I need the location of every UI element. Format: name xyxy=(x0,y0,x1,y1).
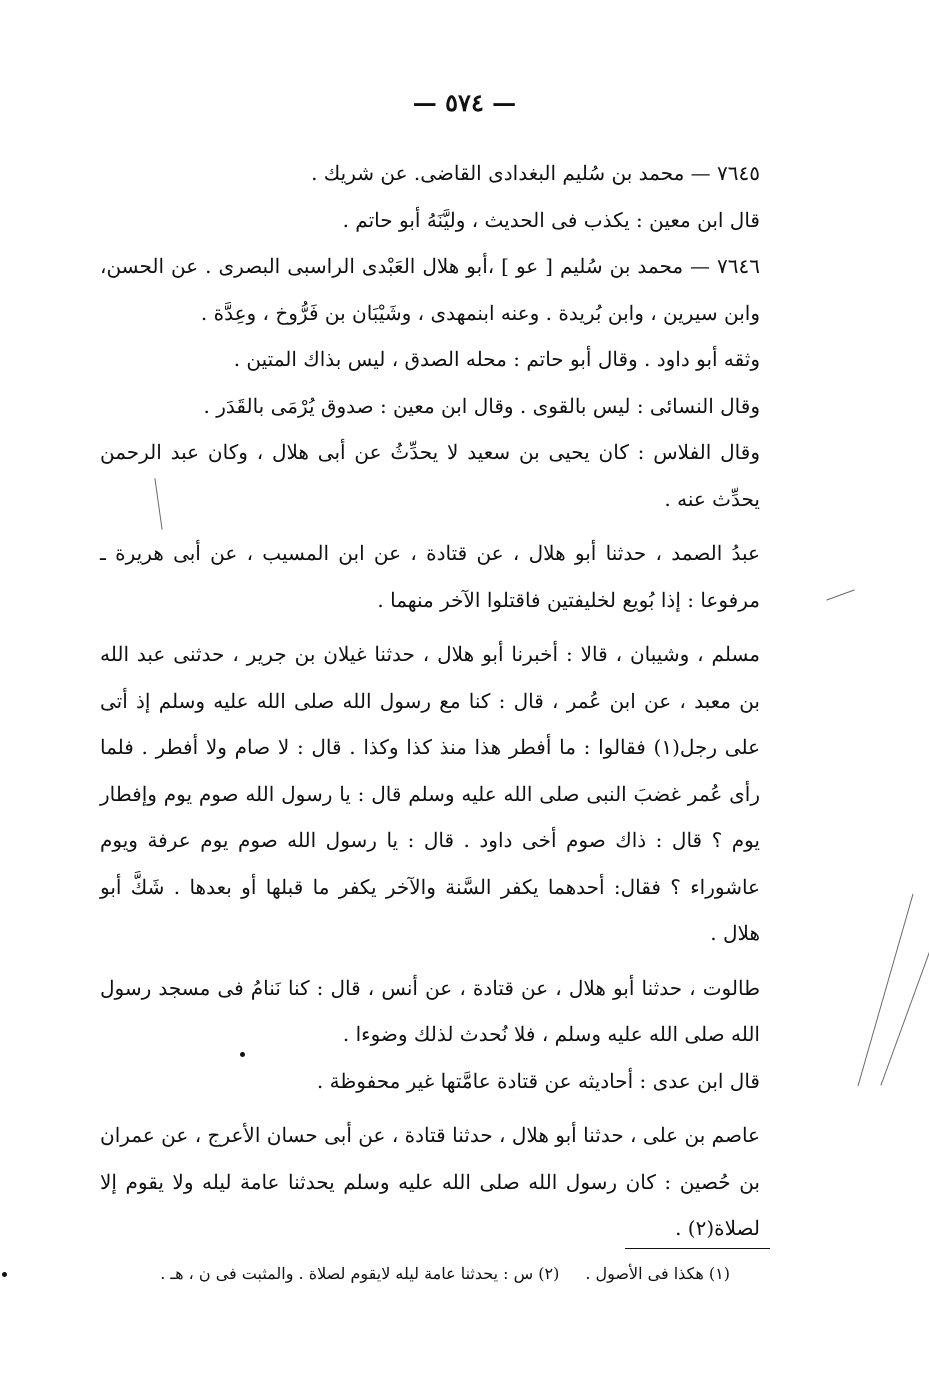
text-paragraph: عاصم بن على ، حدثنا أبو هلال ، حدثنا قتادة ، عن أبى حسان الأعرج ، عن عمران بن حُصين : كان رسول الله صلى الله عليه وسلم يحدثنا عامة ليله ولا يقوم إلا لصلاة(٢) . xyxy=(100,1123,760,1240)
ink-speck xyxy=(240,1052,245,1057)
page-number: — ٥٧٤ — xyxy=(412,88,517,117)
text-paragraph: مسلم ، وشيبان ، قالا : أخبرنا أبو هلال ، حدثنا غيلان بن جرير ، حدثنى عبد الله بن معبد ، عن ابن عُمر ، قال : كنا مع رسول الله صلى الله عليه وسلم إذ أتى على رجل(١) فقالوا : ما أفطر هذا منذ كذا وكذا . قال : لا صام ولا أفطر . فلما رأى عُمر غضبَ النبى صلى الله عليه وسلم قال : يا رسول الله صوم يوم وإفطار يوم ؟ قال : ذاك صوم أخى داود . قال : يا رسول الله صوم يوم عرفة ويوم عاشوراء ؟ فقال: أحدهما يكفر السَّنة والآخر يكفر ما قبلها أو بعدها . شَكَّ أبو هلال . xyxy=(100,642,760,945)
footnote: (٢) س : يحدثنا عامة ليله لايقوم لصلاة . والمثبت فى ن ، هـ . xyxy=(160,1264,560,1283)
text-paragraph: وثقه أبو داود . وقال أبو حاتم : محله الصدق ، ليس بذاك المتين . xyxy=(233,347,760,371)
footnotes xyxy=(110,1260,730,1288)
footnote-divider xyxy=(625,1248,770,1249)
text-paragraph: طالوت ، حدثنا أبو هلال ، عن قتادة ، عن أنس ، قال : كنا نَنامُ فى مسجد رسول الله صلى الله عليه وسلم ، فلا نُحدث لذلك وضوءا . xyxy=(100,975,760,1046)
pencil-mark xyxy=(880,944,929,1085)
text-paragraph: عبدُ الصمد ، حدثنا أبو هلال ، عن قتادة ، عن ابن المسيب ، عن أبى هريرة ـ مرفوعا : إذا بُويع لخليفتين فاقتلوا الآخر منهما . xyxy=(100,541,760,612)
text-paragraph: قال ابن عدى : أحاديثه عن قتادة عامَّتها غير محفوظة . xyxy=(316,1068,760,1093)
ink-speck xyxy=(2,1272,7,1277)
text-paragraph: قال ابن معين : يكذب فى الحديث ، وليَّنَهُ أبو حاتم . xyxy=(342,207,760,232)
pencil-mark xyxy=(857,894,913,1087)
footnote: (١) هكذا فى الأصول . xyxy=(585,1264,730,1283)
text-paragraph: وقال الفلاس : كان يحيى بن سعيد لا يحدِّثُ عن أبى هلال ، وكان عبد الرحمن يحدِّث عنه . xyxy=(100,440,760,511)
pencil-mark xyxy=(826,589,855,600)
text-paragraph: وقال النسائى : ليس بالقوى . وقال ابن معين : صدوق يُرْمَى بالقَدَر . xyxy=(203,393,760,418)
text-paragraph: ٧٦٤٥ — محمد بن سُليم البغدادى القاضى. عن شريك . xyxy=(311,161,760,185)
main-text xyxy=(100,150,830,1252)
text-paragraph: ٧٦٤٦ — محمد بن سُليم [ عو ] ،أبو هلال العَبْدى الراسبى البصرى . عن الحسن، وابن سيرين ، وابن بُريدة . وعنه ابنمهدى ، وشَيْبَان بن فَرُّوخ ، وعِدَّة . xyxy=(100,254,760,325)
